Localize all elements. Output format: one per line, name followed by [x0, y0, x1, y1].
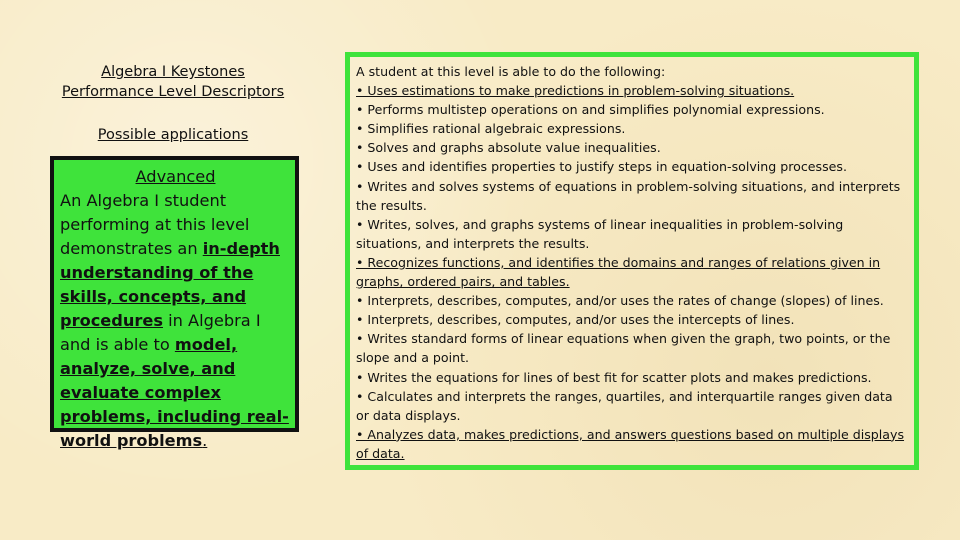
- advanced-text-1: An Algebra I student performing at this level demonstrates an: [60, 191, 250, 258]
- descriptor-item: • Interprets, describes, computes, and/or uses the intercepts of lines.: [356, 312, 795, 328]
- slide-title: [40, 62, 306, 102]
- descriptor-item: • Recognizes functions, and identifies the domains and ranges of relations given in graphs, ordered pairs, and tables.: [356, 254, 881, 290]
- possible-applications-label: Possible applications: [97, 127, 249, 143]
- descriptor-item: • Interprets, describes, computes, and/or uses the rates of change (slopes) of lines.: [356, 293, 884, 309]
- advanced-heading: Advanced: [135, 167, 216, 186]
- descriptor-item: • Calculates and interprets the ranges, quartiles, and interquartile ranges given data or data displays.: [356, 388, 893, 423]
- advanced-descriptor-box: [50, 156, 299, 450]
- descriptor-item: • Uses and identifies properties to justify steps in equation-solving processes.: [356, 159, 847, 175]
- advanced-bold-1: in-depth understanding of the skills, concepts, and procedures: [60, 239, 280, 330]
- descriptor-item: • Simplifies rational algebraic expressions.: [356, 121, 626, 137]
- descriptor-item: • Performs multistep operations on and simplifies polynomial expressions.: [356, 102, 825, 118]
- descriptor-item: • Writes, solves, and graphs systems of linear inequalities in problem-solving situations, and interprets the results.: [356, 216, 844, 251]
- title-line-1: Algebra I Keystones: [101, 64, 245, 80]
- descriptor-item: • Uses estimations to make predictions in problem-solving situations.: [356, 83, 795, 99]
- title-line-2: Performance Level Descriptors: [61, 84, 285, 100]
- descriptor-item: • Solves and graphs absolute value inequalities.: [356, 140, 661, 156]
- descriptor-list-box: [345, 52, 919, 470]
- descriptor-item: • Writes standard forms of linear equations when given the graph, two points, or the slope and a point.: [356, 331, 891, 366]
- descriptor-item: • Writes and solves systems of equations in problem-solving situations, and interprets the results.: [356, 178, 901, 213]
- descriptor-item: • Writes the equations for lines of best fit for scatter plots and makes predictions.: [356, 369, 872, 385]
- descriptor-intro: A student at this level is able to do the following:: [356, 64, 666, 79]
- advanced-bold-2: model, analyze, solve, and evaluate complex problems, including real-world problems: [60, 335, 289, 450]
- descriptor-item: • Analyzes data, makes predictions, and answers questions based on multiple displays of data.: [356, 426, 905, 461]
- advanced-description: [60, 189, 291, 453]
- advanced-text-3: .: [202, 431, 208, 450]
- advanced-text-2: in Algebra I and is able to: [60, 311, 261, 354]
